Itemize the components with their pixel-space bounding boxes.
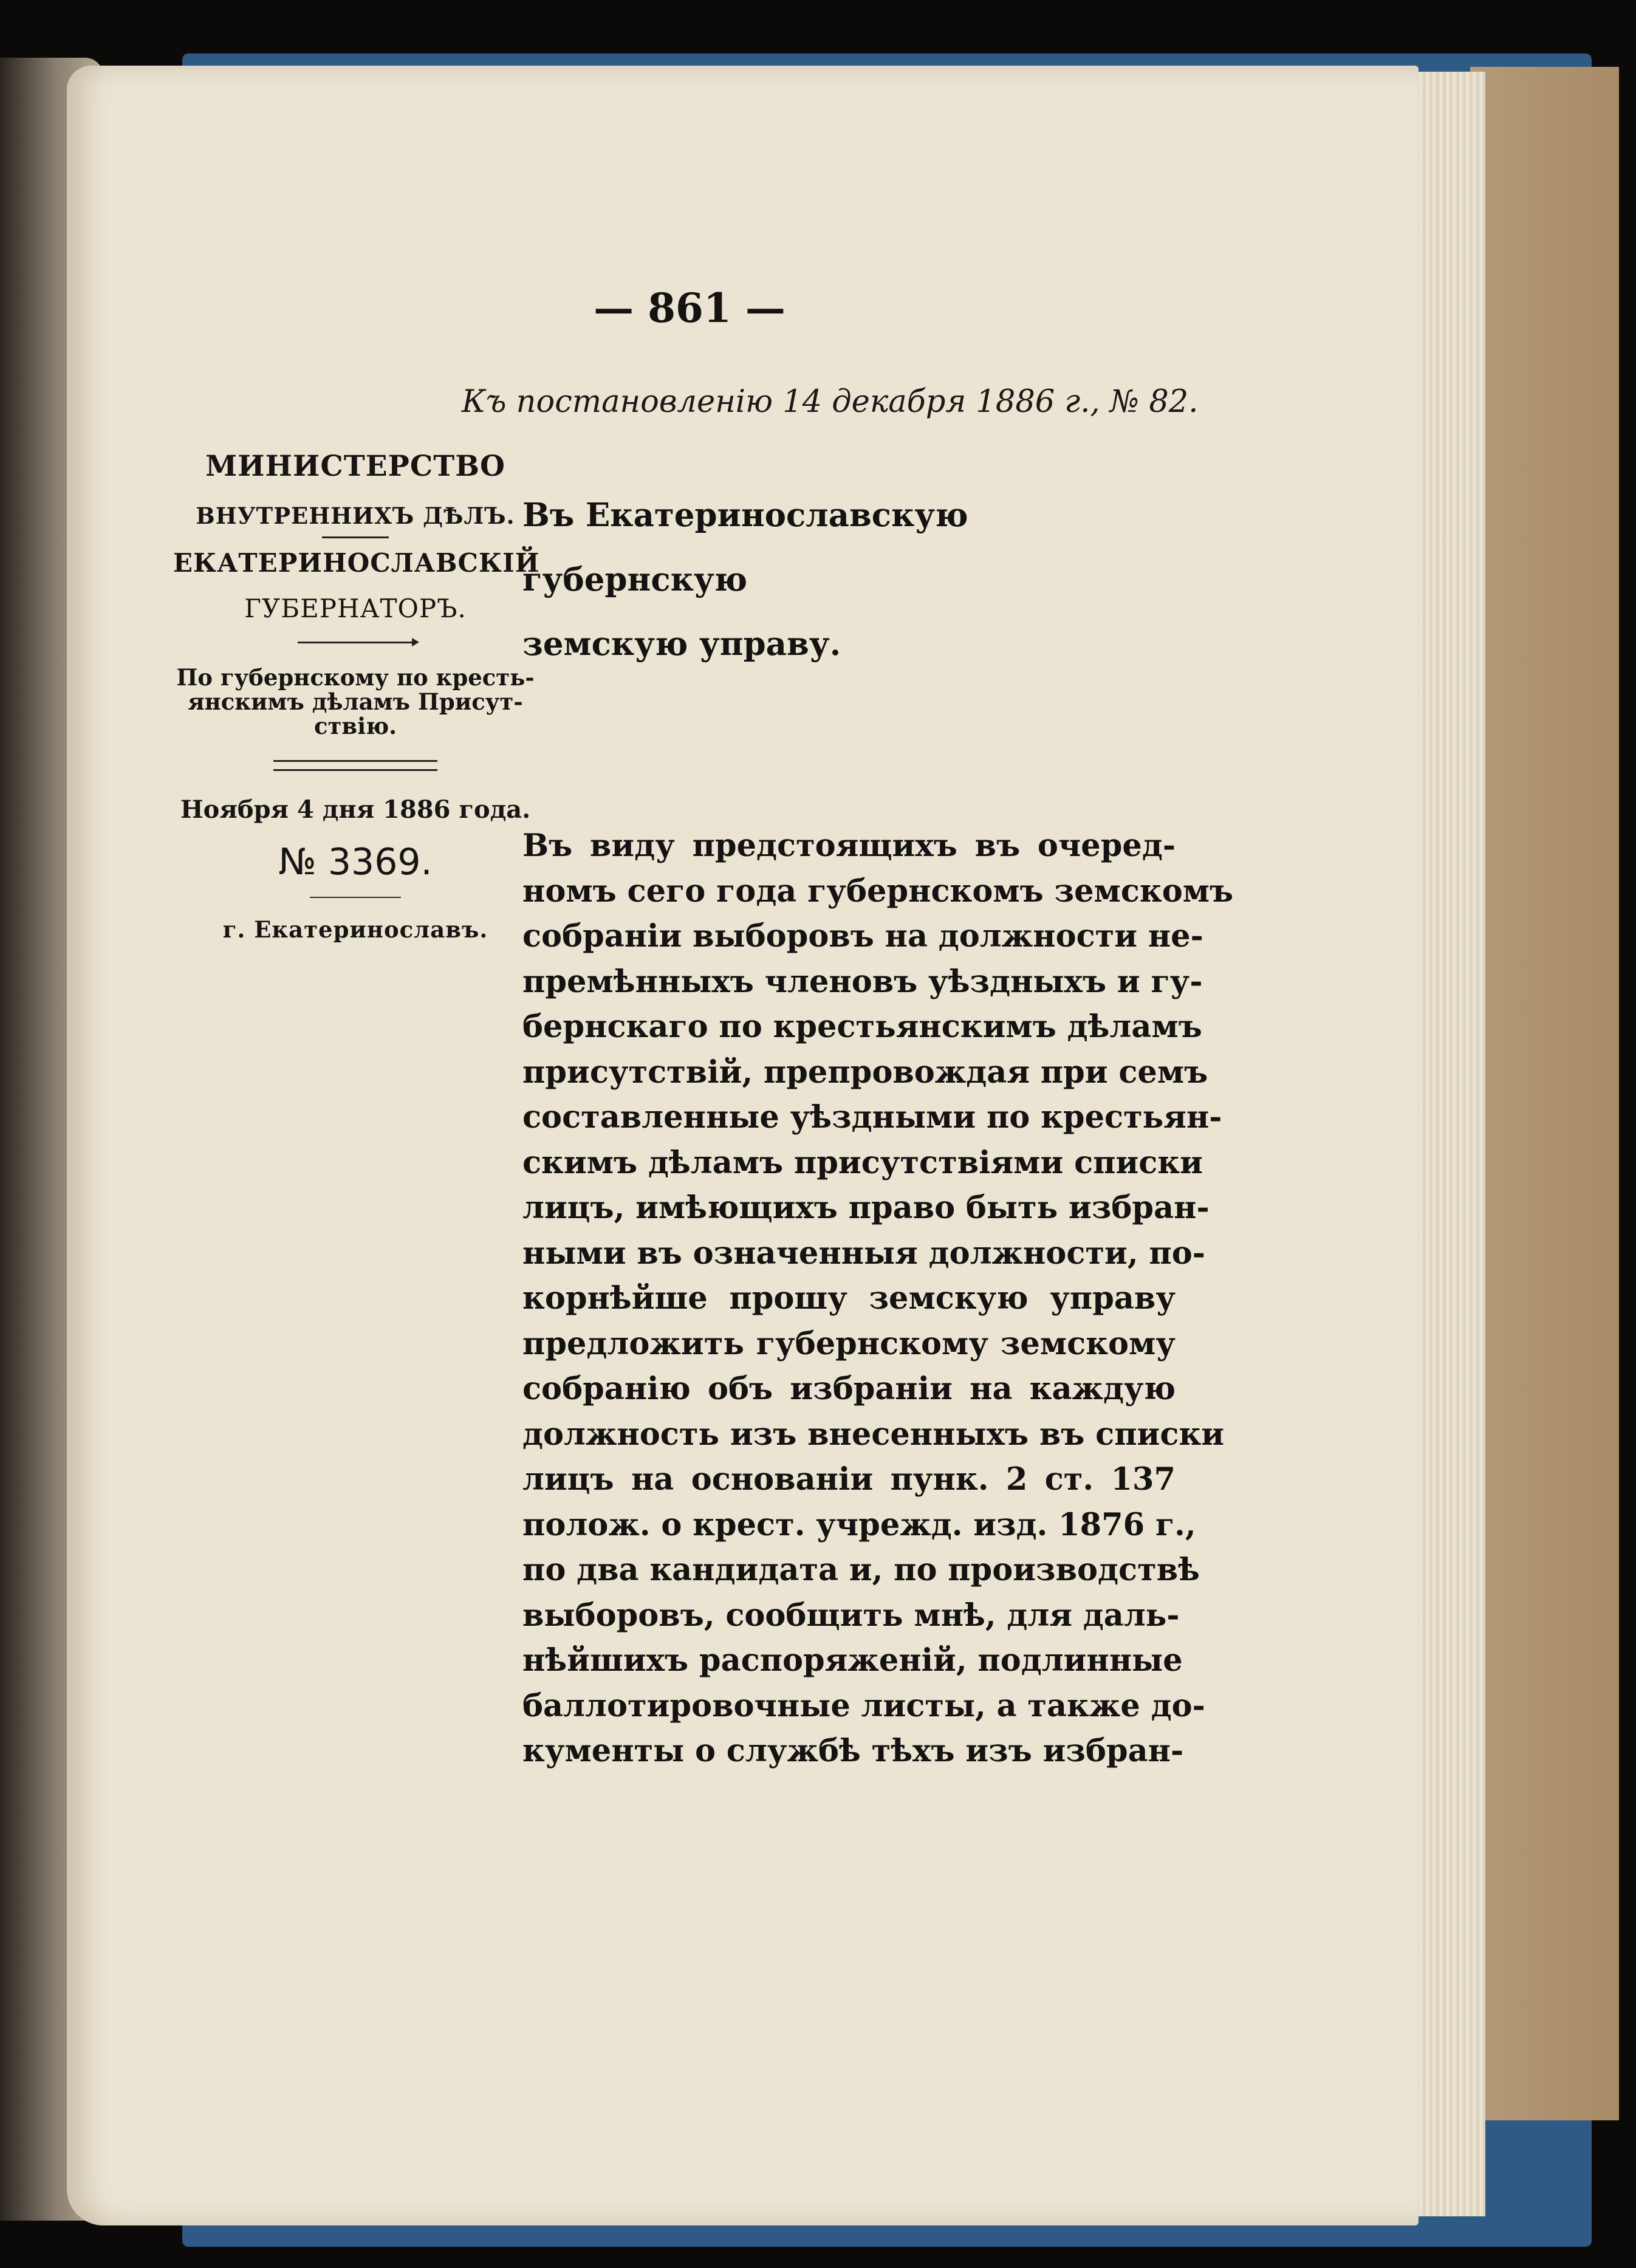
body-line: премѣнныхъ членовъ уѣздныхъ и гу- [522, 963, 1203, 1000]
presence-department [173, 665, 538, 738]
divider [322, 536, 389, 538]
body-line: по два кандидата и, по производствѣ [522, 1552, 1200, 1588]
addressee [522, 483, 1179, 676]
letter-number: № 3369. [278, 841, 433, 883]
letterhead-sidebar [173, 450, 538, 943]
body-line: ными въ означенныя должности, по- [522, 1235, 1205, 1272]
body-line: корнѣйше прошу земскую управу [522, 1280, 1176, 1317]
governor-title: ГУБЕРНАТОРЪ. [244, 594, 467, 623]
body-line: присутствій, препровождая при семъ [522, 1053, 1208, 1091]
body-line: составленные уѣздными по крестьян- [522, 1099, 1222, 1136]
book-cover-edge [1470, 67, 1619, 2120]
body-line: номъ сего года губернскомъ земскомъ [522, 872, 1234, 910]
divider [310, 897, 401, 898]
addressee-line: Въ Екатеринославскую губернскую [522, 496, 968, 598]
presence-line: янскимъ дѣламъ Присут- [188, 688, 523, 715]
letter-body [522, 823, 1234, 1774]
double-divider [273, 760, 437, 771]
body-line: лицъ на основаніи пунк. 2 ст. 137 [522, 1461, 1176, 1498]
resolution-reference: Къ постановленію 14 декабря 1886 г., № 82. [462, 384, 1199, 420]
body-line: нѣйшихъ распоряженій, подлинные [522, 1642, 1183, 1679]
addressee-line: земскую управу. [522, 625, 841, 663]
letter-date: Ноября 4 дня 1886 года. [180, 795, 531, 824]
body-line: Въ виду предстоящихъ въ очеред- [522, 827, 1176, 864]
body-line: бернскаго по крестьянскимъ дѣламъ [522, 1009, 1202, 1045]
ministry-title: МИНИСТЕРСТВО [205, 450, 505, 483]
body-line: баллотировочные листы, а также до- [522, 1687, 1205, 1724]
presence-line: ствію. [313, 713, 397, 739]
body-line: скимъ дѣламъ присутствіями списки [522, 1144, 1203, 1181]
presence-line: По губернскому по кресть- [176, 664, 535, 691]
page-number: — 861 — [594, 284, 785, 332]
body-line: собраніи выборовъ на должности не- [522, 918, 1203, 954]
ministry-subtitle: ВНУТРЕННИХЪ ДѢЛЪ. [196, 502, 515, 529]
body-line: собранію объ избраніи на каждую [522, 1371, 1176, 1407]
body-line: должность изъ внесенныхъ въ списки [522, 1416, 1225, 1453]
body-line: лицъ, имѣющихъ право быть избран- [522, 1190, 1210, 1226]
body-line: полож. о крест. учрежд. изд. 1876 г., [522, 1506, 1196, 1543]
body-line: выборовъ, сообщить мнѣ, для даль- [522, 1597, 1180, 1634]
letter-city: г. Екатеринославъ. [222, 916, 488, 943]
body-line: предложить губернскому земскому [522, 1325, 1176, 1362]
governor-region: ЕКАТЕРИНОСЛАВСКІЙ [173, 548, 540, 578]
arrow-divider [298, 642, 413, 643]
body-line: кументы о службѣ тѣхъ изъ избран- [522, 1733, 1184, 1769]
